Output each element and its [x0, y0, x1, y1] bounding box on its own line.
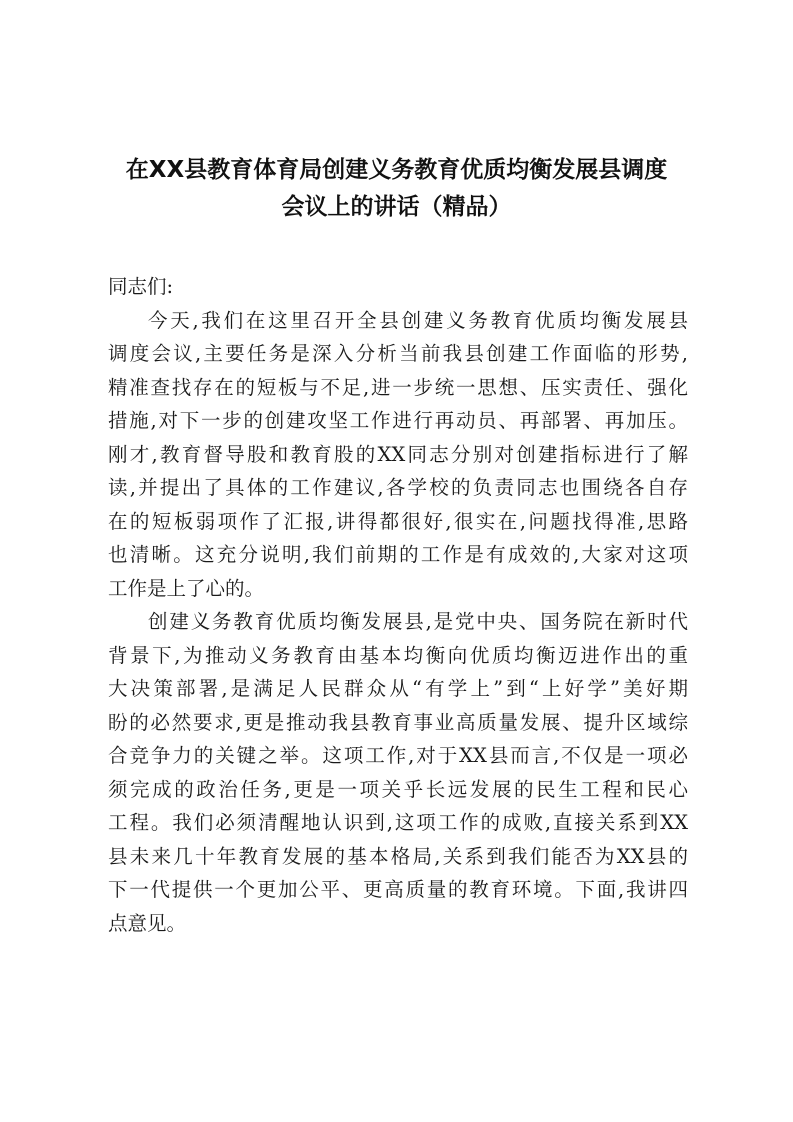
paragraph-line: 须完成的政治任务,更是一项关乎长远发展的民生工程和民心	[108, 777, 688, 801]
paragraph-line: 工程。我们必须清醒地认识到,这项工作的成败,直接关系到XX	[108, 811, 688, 834]
paragraph-2	[108, 605, 688, 940]
paragraph-line: 调度会议,主要任务是深入分析当前我县创建工作面临的形势,	[108, 342, 688, 365]
paragraph-line: 合竞争力的关键之举。这项工作,对于XX县而言,不仅是一项必	[108, 744, 688, 767]
paragraph-line: 也清晰。这充分说明,我们前期的工作是有成效的,大家对这项	[108, 543, 688, 566]
paragraph-line: 县未来几十年教育发展的基本格局,关系到我们能否为XX县的	[108, 844, 688, 868]
paragraph-line: 工作是上了心的。	[108, 576, 265, 600]
paragraph-1	[108, 304, 688, 606]
paragraph-line: 创建义务教育优质均衡发展县,是党中央、国务院在新时代	[148, 610, 688, 633]
title-line-2: 会议上的讲话（精品）	[281, 194, 512, 220]
paragraph-line: 今天,我们在这里召开全县创建义务教育优质均衡发展县	[148, 308, 688, 332]
salutation: 同志们:	[108, 275, 174, 298]
paragraph-line: 点意见。	[108, 911, 187, 935]
paragraph-line: 下一代提供一个更加公平、更高质量的教育环境。下面,我讲四	[108, 878, 688, 901]
document-body	[108, 270, 688, 940]
paragraph-line: 精准查找存在的短板与不足,进一步统一思想、压实责任、强化	[108, 375, 688, 399]
paragraph-line: 盼的必然要求,更是推动我县教育事业高质量发展、提升区域综	[108, 710, 688, 734]
paragraph-line: 刚才,教育督导股和教育股的XX同志分别对创建指标进行了解	[108, 442, 688, 466]
paragraph-line: 在的短板弱项作了汇报,讲得都很好,很实在,问题找得准,思路	[108, 509, 688, 533]
paragraph-line: 大决策部署,是满足人民群众从“有学上”到“上好学”美好期	[108, 677, 688, 700]
paragraph-line: 背景下,为推动义务教育由基本均衡向优质均衡迈进作出的重	[108, 643, 688, 667]
paragraph-line: 读,并提出了具体的工作建议,各学校的负责同志也围绕各自存	[108, 476, 688, 499]
paragraph-line: 措施,对下一步的创建攻坚工作进行再动员、再部署、再加压。	[108, 409, 688, 432]
title-line-1: 在XX县教育体育局创建义务教育优质均衡发展县调度	[125, 157, 668, 183]
document-title	[100, 152, 693, 226]
